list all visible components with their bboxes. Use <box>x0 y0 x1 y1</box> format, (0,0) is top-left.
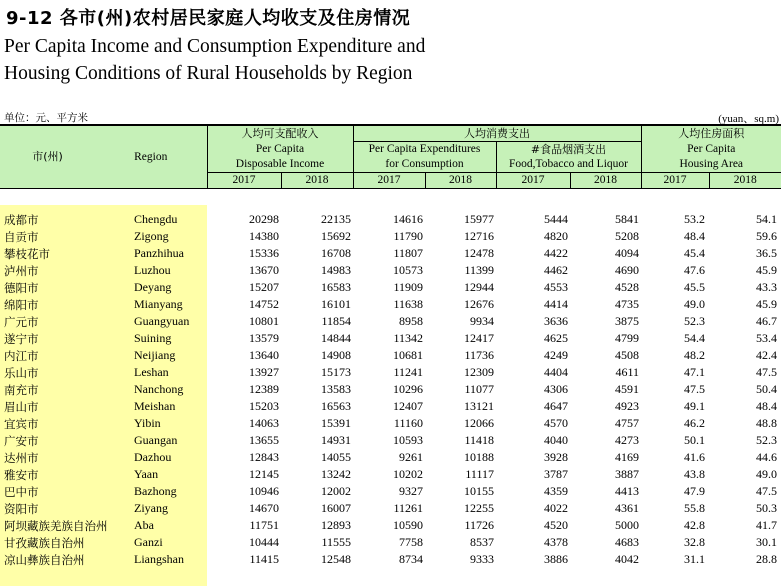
consumption-2017: 10296 <box>393 382 423 396</box>
food-2018: 5208 <box>615 229 639 243</box>
income-2018: 16101 <box>321 297 351 311</box>
table-row <box>0 211 781 228</box>
housing-2018: 50.4 <box>756 382 777 396</box>
region-name-en: Neijiang <box>134 348 176 362</box>
food-2018: 4273 <box>615 433 639 447</box>
region-name-en: Deyang <box>134 280 172 294</box>
consumption-2017: 11807 <box>393 246 423 260</box>
food-2017: 4570 <box>544 416 568 430</box>
income-2018: 14931 <box>321 433 351 447</box>
income-2018: 16708 <box>321 246 351 260</box>
region-name-cn: 宜宾市 <box>4 416 39 431</box>
consumption-2017: 10590 <box>393 518 423 532</box>
header-consumption-en2: for Consumption <box>353 157 496 173</box>
food-2017: 3886 <box>544 552 568 566</box>
housing-2017: 53.2 <box>684 212 705 226</box>
housing-2018: 36.5 <box>756 246 777 260</box>
income-2018: 14844 <box>321 331 351 345</box>
food-2018: 4923 <box>615 399 639 413</box>
consumption-2017: 11261 <box>393 501 423 515</box>
income-2017: 12389 <box>249 382 279 396</box>
region-name-en: Panzhihua <box>134 246 184 260</box>
table-row <box>0 449 781 466</box>
header-year-2018: 2018 <box>281 173 353 189</box>
region-name-cn: 绵阳市 <box>4 297 39 312</box>
region-name-en: Suining <box>134 331 172 345</box>
housing-2017: 47.6 <box>684 263 705 277</box>
housing-2018: 46.7 <box>756 314 777 328</box>
food-2018: 3875 <box>615 314 639 328</box>
table-row <box>0 534 781 551</box>
region-name-cn: 自贡市 <box>4 229 39 244</box>
table-row <box>0 364 781 381</box>
housing-2018: 42.4 <box>756 348 777 362</box>
consumption-2018: 12417 <box>464 331 494 345</box>
income-2017: 15207 <box>249 280 279 294</box>
housing-2018: 50.3 <box>756 501 777 515</box>
region-name-en: Bazhong <box>134 484 177 498</box>
table-row <box>0 262 781 279</box>
housing-2017: 32.8 <box>684 535 705 549</box>
table-row <box>0 313 781 330</box>
housing-2017: 42.8 <box>684 518 705 532</box>
housing-2017: 52.3 <box>684 314 705 328</box>
page-title-en-line2: Housing Conditions of Rural Households by Region <box>4 63 413 84</box>
region-name-en: Nanchong <box>134 382 184 396</box>
table-row <box>0 296 781 313</box>
income-2018: 16007 <box>321 501 351 515</box>
housing-2017: 50.1 <box>684 433 705 447</box>
food-2017: 5444 <box>544 212 568 226</box>
region-name-cn: 巴中市 <box>4 484 39 499</box>
food-2018: 4683 <box>615 535 639 549</box>
housing-2018: 44.6 <box>756 450 777 464</box>
consumption-2018: 12944 <box>464 280 494 294</box>
header-income-en2: Disposable Income <box>207 157 353 173</box>
food-2018: 4169 <box>615 450 639 464</box>
housing-2017: 43.8 <box>684 467 705 481</box>
food-2017: 4553 <box>544 280 568 294</box>
header-year-2017: 2017 <box>641 173 709 189</box>
region-name-en: Mianyang <box>134 297 183 311</box>
income-2018: 16583 <box>321 280 351 294</box>
housing-2017: 46.2 <box>684 416 705 430</box>
region-name-en: Dazhou <box>134 450 172 464</box>
region-name-cn: 雅安市 <box>4 467 39 482</box>
income-2018: 11854 <box>321 314 351 328</box>
consumption-2017: 10593 <box>393 433 423 447</box>
table-row <box>0 245 781 262</box>
food-2018: 4042 <box>615 552 639 566</box>
consumption-2017: 9261 <box>399 450 423 464</box>
consumption-2018: 11418 <box>464 433 494 447</box>
region-name-cn: 甘孜藏族自治州 <box>4 535 85 550</box>
region-name-en: Guangan <box>134 433 178 447</box>
consumption-2017: 7758 <box>399 535 423 549</box>
header-region-en: Region <box>95 125 207 189</box>
consumption-2017: 11241 <box>393 365 423 379</box>
income-2018: 22135 <box>321 212 351 226</box>
food-2017: 3636 <box>544 314 568 328</box>
food-2017: 4306 <box>544 382 568 396</box>
housing-2017: 31.1 <box>684 552 705 566</box>
table-row <box>0 381 781 398</box>
housing-2018: 49.0 <box>756 467 777 481</box>
food-2017: 4820 <box>544 229 568 243</box>
header-year-2018: 2018 <box>570 173 641 189</box>
consumption-2018: 15977 <box>464 212 494 226</box>
food-2018: 3887 <box>615 467 639 481</box>
region-name-cn: 广元市 <box>4 314 39 329</box>
housing-2018: 43.3 <box>756 280 777 294</box>
housing-2018: 48.4 <box>756 399 777 413</box>
food-2017: 4414 <box>544 297 568 311</box>
header-income-cn: 人均可支配收入 <box>207 125 353 142</box>
food-2018: 4528 <box>615 280 639 294</box>
housing-2017: 41.6 <box>684 450 705 464</box>
housing-2018: 52.3 <box>756 433 777 447</box>
food-2017: 4625 <box>544 331 568 345</box>
region-name-cn: 泸州市 <box>4 263 39 278</box>
consumption-2018: 11077 <box>464 382 494 396</box>
table-row <box>0 228 781 245</box>
consumption-2018: 10188 <box>464 450 494 464</box>
food-2018: 5841 <box>615 212 639 226</box>
region-name-en: Leshan <box>134 365 169 379</box>
page-title-cn: 9-12 各市(州)农村居民家庭人均收支及住房情况 <box>6 8 411 29</box>
housing-2017: 47.5 <box>684 382 705 396</box>
consumption-2017: 10573 <box>393 263 423 277</box>
header-food-cn: #食品烟酒支出 <box>496 142 641 158</box>
food-2017: 3928 <box>544 450 568 464</box>
housing-2018: 47.5 <box>756 365 777 379</box>
income-2017: 13927 <box>249 365 279 379</box>
food-2018: 4690 <box>615 263 639 277</box>
food-2017: 4422 <box>544 246 568 260</box>
consumption-2018: 12309 <box>464 365 494 379</box>
housing-2017: 47.1 <box>684 365 705 379</box>
region-name-cn: 内江市 <box>4 348 39 363</box>
food-2017: 4022 <box>544 501 568 515</box>
table-row <box>0 415 781 432</box>
income-2018: 14055 <box>321 450 351 464</box>
region-name-cn: 达州市 <box>4 450 39 465</box>
housing-2017: 48.2 <box>684 348 705 362</box>
income-2017: 11415 <box>249 552 279 566</box>
consumption-2018: 11117 <box>465 467 494 481</box>
housing-2018: 48.8 <box>756 416 777 430</box>
table-row <box>0 330 781 347</box>
consumption-2018: 12676 <box>464 297 494 311</box>
income-2017: 12843 <box>249 450 279 464</box>
region-name-cn: 南充市 <box>4 382 39 397</box>
region-name-cn: 德阳市 <box>4 280 39 295</box>
region-name-en: Ziyang <box>134 501 168 515</box>
region-name-en: Chengdu <box>134 212 178 226</box>
region-name-cn: 遂宁市 <box>4 331 39 346</box>
table-header <box>0 124 781 189</box>
unit-label-en: (yuan、sq.m) <box>718 113 779 125</box>
food-2017: 4647 <box>544 399 568 413</box>
table-row <box>0 398 781 415</box>
income-2017: 10444 <box>249 535 279 549</box>
housing-2018: 59.6 <box>756 229 777 243</box>
header-year-2018: 2018 <box>425 173 496 189</box>
income-2018: 16563 <box>321 399 351 413</box>
consumption-2018: 11736 <box>464 348 494 362</box>
region-name-en: Yibin <box>134 416 161 430</box>
table-row <box>0 432 781 449</box>
income-2018: 13583 <box>321 382 351 396</box>
income-2018: 11555 <box>321 535 351 549</box>
consumption-2018: 11399 <box>464 263 494 277</box>
region-name-en: Guangyuan <box>134 314 190 328</box>
consumption-2018: 8537 <box>470 535 494 549</box>
food-2018: 4611 <box>615 365 639 379</box>
consumption-2017: 11160 <box>393 416 423 430</box>
region-name-en: Zigong <box>134 229 169 243</box>
food-2017: 3787 <box>544 467 568 481</box>
header-consumption-en1: Per Capita Expenditures <box>353 142 496 158</box>
housing-2018: 41.7 <box>756 518 777 532</box>
consumption-2017: 14616 <box>393 212 423 226</box>
consumption-2017: 11638 <box>393 297 423 311</box>
food-2017: 4378 <box>544 535 568 549</box>
housing-2017: 45.4 <box>684 246 705 260</box>
income-2017: 13640 <box>249 348 279 362</box>
consumption-2018: 9333 <box>470 552 494 566</box>
food-2018: 4094 <box>615 246 639 260</box>
housing-2017: 54.4 <box>684 331 705 345</box>
housing-2018: 54.1 <box>756 212 777 226</box>
housing-2017: 48.4 <box>684 229 705 243</box>
page-title-en-line1: Per Capita Income and Consumption Expenditure and <box>4 36 426 57</box>
consumption-2018: 13121 <box>464 399 494 413</box>
consumption-2017: 12407 <box>393 399 423 413</box>
consumption-2018: 12066 <box>464 416 494 430</box>
food-2018: 4735 <box>615 297 639 311</box>
food-2017: 4404 <box>544 365 568 379</box>
region-name-cn: 成都市 <box>4 212 39 227</box>
food-2018: 4508 <box>615 348 639 362</box>
region-name-en: Luzhou <box>134 263 171 277</box>
food-2017: 4249 <box>544 348 568 362</box>
region-name-cn: 凉山彝族自治州 <box>4 552 85 567</box>
header-city-cn: 市(州) <box>0 125 95 189</box>
region-name-en: Meishan <box>134 399 176 413</box>
table-row <box>0 347 781 364</box>
housing-2018: 45.9 <box>756 263 777 277</box>
consumption-2017: 11342 <box>393 331 423 345</box>
income-2017: 10801 <box>249 314 279 328</box>
region-name-cn: 阿坝藏族羌族自治州 <box>4 518 108 533</box>
income-2017: 13579 <box>249 331 279 345</box>
table-row <box>0 466 781 483</box>
consumption-2017: 8734 <box>399 552 423 566</box>
region-name-cn: 资阳市 <box>4 501 39 516</box>
header-housing-cn: 人均住房面积 <box>641 125 781 142</box>
housing-2017: 55.8 <box>684 501 705 515</box>
housing-2018: 47.5 <box>756 484 777 498</box>
income-2018: 15692 <box>321 229 351 243</box>
income-2018: 13242 <box>321 467 351 481</box>
food-2017: 4462 <box>544 263 568 277</box>
income-2017: 15336 <box>249 246 279 260</box>
income-2018: 12002 <box>321 484 351 498</box>
housing-2018: 53.4 <box>756 331 777 345</box>
consumption-2017: 9327 <box>399 484 423 498</box>
header-year-2017: 2017 <box>207 173 281 189</box>
header-year-2018: 2018 <box>709 173 781 189</box>
income-2017: 11751 <box>249 518 279 532</box>
consumption-2018: 10155 <box>464 484 494 498</box>
table-row <box>0 500 781 517</box>
header-food-en: Food,Tobacco and Liquor <box>496 157 641 173</box>
income-2018: 15173 <box>321 365 351 379</box>
region-name-cn: 眉山市 <box>4 399 39 414</box>
table-row <box>0 517 781 534</box>
income-2017: 13670 <box>249 263 279 277</box>
region-name-en: Aba <box>134 518 154 532</box>
consumption-2017: 11909 <box>393 280 423 294</box>
food-2018: 4361 <box>615 501 639 515</box>
consumption-2018: 12255 <box>464 501 494 515</box>
header-housing-en2: Housing Area <box>641 157 781 173</box>
region-name-en: Liangshan <box>134 552 184 566</box>
consumption-2018: 12478 <box>464 246 494 260</box>
table-row <box>0 483 781 500</box>
food-2018: 5000 <box>615 518 639 532</box>
income-2018: 14983 <box>321 263 351 277</box>
consumption-2018: 12716 <box>464 229 494 243</box>
unit-label-cn: 单位：元、平方米 <box>4 112 88 124</box>
food-2018: 4757 <box>615 416 639 430</box>
consumption-2017: 11790 <box>393 229 423 243</box>
income-2017: 12145 <box>249 467 279 481</box>
table-row <box>0 551 781 568</box>
food-2018: 4591 <box>615 382 639 396</box>
table-row <box>0 279 781 296</box>
consumption-2017: 10681 <box>393 348 423 362</box>
income-2017: 14752 <box>249 297 279 311</box>
header-housing-en1: Per Capita <box>641 142 781 158</box>
region-name-cn: 攀枝花市 <box>4 246 50 261</box>
region-name-cn: 广安市 <box>4 433 39 448</box>
food-2018: 4413 <box>615 484 639 498</box>
income-2017: 14380 <box>249 229 279 243</box>
housing-2017: 45.5 <box>684 280 705 294</box>
income-2018: 15391 <box>321 416 351 430</box>
income-2018: 14908 <box>321 348 351 362</box>
housing-2018: 45.9 <box>756 297 777 311</box>
header-income-en1: Per Capita <box>207 142 353 158</box>
income-2017: 20298 <box>249 212 279 226</box>
consumption-2017: 10202 <box>393 467 423 481</box>
income-2017: 10946 <box>249 484 279 498</box>
housing-2018: 28.8 <box>756 552 777 566</box>
consumption-2018: 9934 <box>470 314 494 328</box>
region-name-cn: 乐山市 <box>4 365 39 380</box>
region-name-en: Ganzi <box>134 535 163 549</box>
housing-2017: 49.0 <box>684 297 705 311</box>
income-2017: 15203 <box>249 399 279 413</box>
housing-2017: 49.1 <box>684 399 705 413</box>
food-2018: 4799 <box>615 331 639 345</box>
income-2018: 12893 <box>321 518 351 532</box>
region-name-en: Yaan <box>134 467 159 481</box>
income-2017: 14670 <box>249 501 279 515</box>
header-year-2017: 2017 <box>496 173 570 189</box>
consumption-2018: 11726 <box>464 518 494 532</box>
income-2017: 14063 <box>249 416 279 430</box>
food-2017: 4040 <box>544 433 568 447</box>
housing-2017: 47.9 <box>684 484 705 498</box>
income-2018: 12548 <box>321 552 351 566</box>
income-2017: 13655 <box>249 433 279 447</box>
header-consumption-cn: 人均消费支出 <box>353 125 641 142</box>
food-2017: 4359 <box>544 484 568 498</box>
housing-2018: 30.1 <box>756 535 777 549</box>
food-2017: 4520 <box>544 518 568 532</box>
consumption-2017: 8958 <box>399 314 423 328</box>
header-year-2017: 2017 <box>353 173 425 189</box>
data-table <box>0 211 781 568</box>
